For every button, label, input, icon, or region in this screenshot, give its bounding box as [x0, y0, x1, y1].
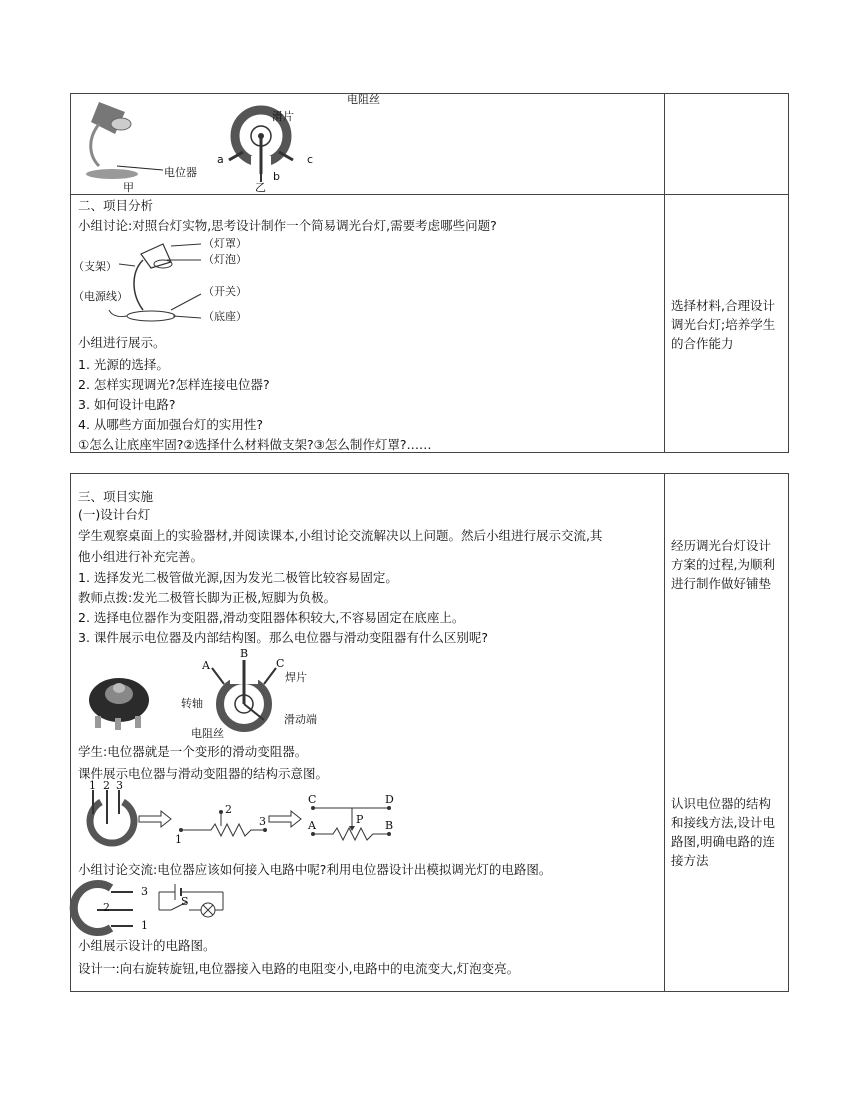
label-base: （底座）: [203, 310, 247, 323]
table-analysis: [70, 93, 789, 453]
label-resistor-wire: 电阻丝: [347, 93, 380, 106]
pot-label-slider-end: 滑动端: [284, 713, 317, 726]
group-show: 小组进行展示。: [78, 335, 166, 350]
label-shade: （灯罩）: [203, 237, 247, 250]
pot-label-A: A: [202, 659, 210, 672]
para1-line1: 学生观察桌面上的实验器材,并阅读课本,小组讨论交流解决以上问题。然后小组进行展示交流,其: [78, 528, 603, 543]
lamp-parts-figure: [71, 236, 331, 328]
teacher-tip: 教师点拨:发光二极管长脚为正极,短脚为负极。: [78, 590, 337, 605]
impl-item-1: 1. 选择发光二极管做光源,因为发光二极管比较容易固定。: [78, 570, 398, 585]
pot-label-resistor-wire: 电阻丝: [191, 727, 224, 740]
impl-item-3: 3. 课件展示电位器及内部结构图。那么电位器与滑动变阻器有什么区别呢?: [78, 630, 489, 645]
table-implementation-note-cell: [664, 474, 788, 991]
table-implementation: [70, 473, 789, 992]
circuit-label-2: 2: [103, 901, 110, 914]
label-switch: （开关）: [203, 285, 247, 298]
cmp-label-2-top: 2: [103, 779, 110, 792]
design-one: 设计一:向右旋转旋钮,电位器接入电路的电阻变小,电路中的电流变大,灯泡变亮。: [78, 961, 520, 976]
pot-label-C: C: [276, 657, 285, 670]
group-show-design: 小组展示设计的电路图。: [78, 938, 216, 953]
pot-label-shaft: 转轴: [181, 697, 203, 710]
analysis-sub-items: ①怎么让底座牢固?②选择什么材料做支架?③怎么制作灯罩?……: [78, 437, 432, 452]
label-bulb: （灯泡）: [203, 253, 247, 266]
label-yi: 乙: [255, 181, 266, 194]
courseware-show: 课件展示电位器与滑动变阻器的结构示意图。: [78, 766, 329, 781]
student-answer: 学生:电位器就是一个变形的滑动变阻器。: [78, 744, 308, 759]
analysis-item-1: 1. 光源的选择。: [78, 357, 169, 372]
cmp-label-B: B: [385, 819, 394, 832]
design-intent-note-3: 认识电位器的结构和接线方法,设计电路图,明确电路的连接方法: [671, 796, 775, 868]
row-divider: [71, 194, 664, 195]
cmp-label-1: 1: [175, 833, 182, 846]
cmp-label-P: P: [356, 813, 364, 826]
discussion-question: 小组讨论:对照台灯实物,思考设计制作一个简易调光台灯,需要考虑哪些问题?: [78, 218, 497, 233]
analysis-item-3: 3. 如何设计电路?: [78, 397, 176, 412]
label-jia: 甲: [123, 181, 134, 194]
table-analysis-note-cell: [664, 94, 788, 452]
table-implementation-content-cell: [71, 474, 665, 991]
para1-line2: 他小组进行补充完善。: [78, 549, 204, 564]
circuit-label-3: 3: [141, 885, 148, 898]
cmp-label-C: C: [308, 793, 317, 806]
cmp-label-2: 2: [225, 803, 232, 816]
pot-label-solder-tab: 焊片: [285, 671, 307, 684]
label-potentiometer: 电位器: [164, 166, 197, 179]
label-slider: 滑片: [272, 110, 294, 123]
label-terminal-b: b: [273, 170, 280, 183]
figure-lamp-and-potentiometer: [71, 94, 664, 194]
circuit-label-S: S: [181, 895, 189, 908]
cmp-label-3: 3: [259, 815, 266, 828]
table-analysis-content-cell: [71, 94, 665, 452]
desk-lamp-figure: [77, 94, 197, 194]
structure-comparison-figure: [71, 779, 411, 846]
label-cord: （电源线）: [73, 290, 128, 303]
cmp-label-3-top: 3: [116, 779, 123, 792]
row-divider-right: [664, 194, 788, 195]
section-heading-implementation: 三、项目实施: [78, 489, 154, 504]
sub-heading-design-lamp: (一)设计台灯: [78, 507, 151, 522]
pot-label-B: B: [240, 647, 249, 660]
design-intent-note-1: 选择材料,合理设计调光台灯;培养学生的合作能力: [671, 298, 776, 351]
potentiometer-photo: [81, 666, 171, 736]
label-terminal-a: a: [217, 153, 224, 166]
dimmer-circuit-figure: [71, 880, 251, 938]
group-discussion: 小组讨论交流:电位器应该如何接入电路中呢?利用电位器设计出模拟调光灯的电路图。: [78, 862, 552, 877]
circuit-label-1: 1: [141, 919, 148, 932]
cmp-label-D: D: [385, 793, 394, 806]
analysis-item-4: 4. 从哪些方面加强台灯的实用性?: [78, 417, 264, 432]
circuit-drawing: [71, 880, 251, 938]
design-intent-note-2: 经历调光台灯设计方案的过程,为顺利进行制作做好铺垫: [671, 538, 775, 591]
cmp-label-A: A: [308, 819, 316, 832]
label-terminal-c: c: [307, 153, 314, 166]
cmp-label-1-top: 1: [89, 779, 96, 792]
section-heading-analysis: 二、项目分析: [78, 198, 154, 213]
potentiometer-structure-figure: [221, 94, 341, 194]
potentiometer-photo-and-structure: [71, 646, 391, 741]
label-stand: （支架）: [73, 260, 117, 273]
analysis-item-2: 2. 怎样实现调光?怎样连接电位器?: [78, 377, 270, 392]
impl-item-2: 2. 选择电位器作为变阻器,滑动变阻器体积较大,不容易固定在底座上。: [78, 610, 465, 625]
